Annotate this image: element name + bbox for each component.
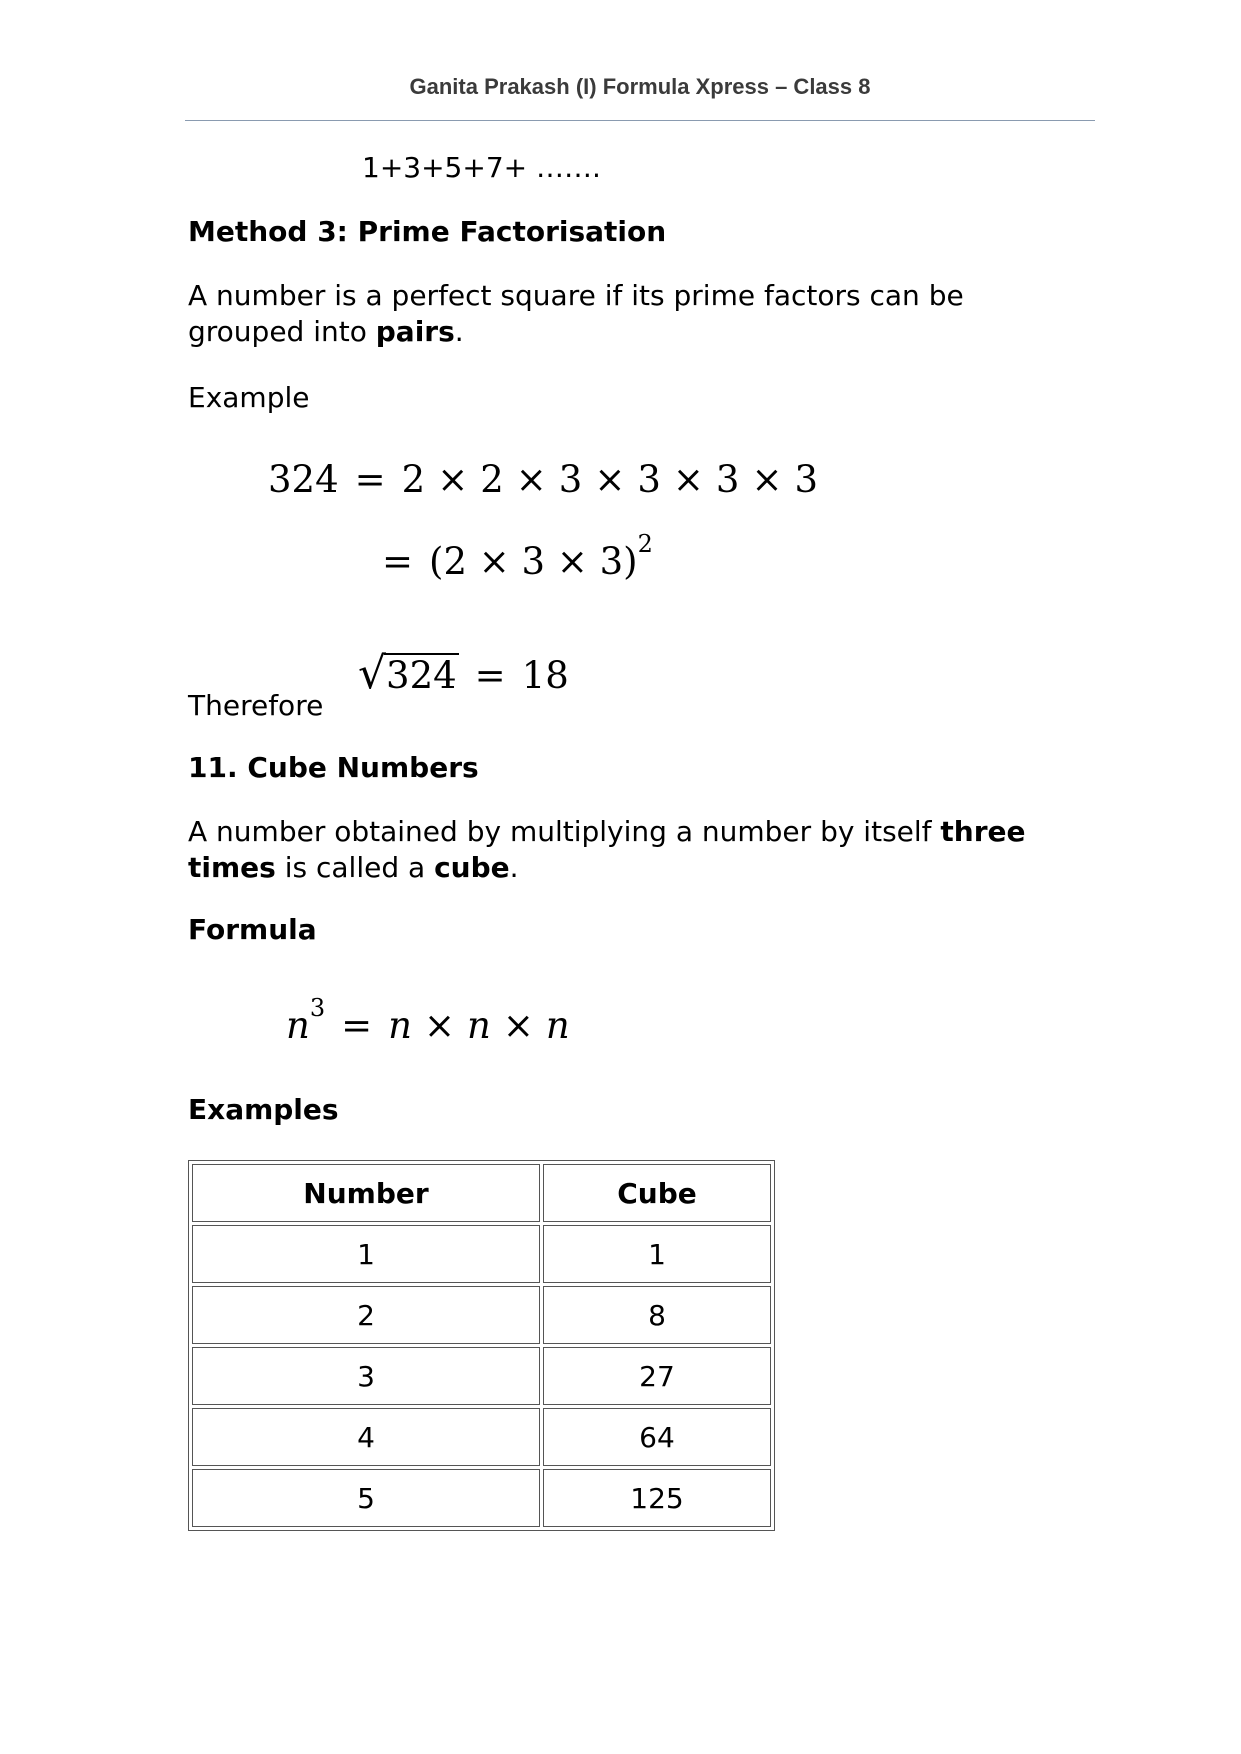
cell-number: 3 <box>192 1347 540 1405</box>
cell-number: 1 <box>192 1225 540 1283</box>
cube-desc-text: A number obtained by multiplying a number by itself <box>188 815 941 848</box>
times-sign: × <box>672 458 704 501</box>
cube-desc-end: . <box>509 851 519 884</box>
method3-heading: Method 3: Prime Factorisation <box>188 215 667 248</box>
example-label: Example <box>188 381 310 414</box>
cell-cube: 64 <box>543 1408 771 1466</box>
odd-number-series: 1+3+5+7+ ……. <box>362 151 601 184</box>
equals-sign: = <box>354 458 386 501</box>
times-sign: × <box>437 458 469 501</box>
therefore-label: Therefore <box>188 689 324 722</box>
equals-sign: = <box>382 540 414 583</box>
times-sign: × <box>423 1004 455 1047</box>
cell-number: 4 <box>192 1408 540 1466</box>
examples-heading: Examples <box>188 1093 339 1126</box>
times-sign: × <box>751 458 783 501</box>
method3-description <box>188 278 1068 350</box>
times-sign: × <box>594 458 626 501</box>
table-row <box>192 1286 771 1344</box>
eq-factor: 3 <box>637 458 661 501</box>
cell-cube: 125 <box>543 1469 771 1527</box>
formula-var: n <box>545 1004 570 1047</box>
eq-factor: 3 <box>558 458 583 501</box>
header-divider <box>185 120 1095 121</box>
eq-factor: 2 <box>401 458 426 501</box>
method3-desc-text: A number is a perfect square if its prime factors can be grouped into <box>188 279 964 348</box>
running-header: Ganita Prakash (I) Formula Xpress – Class 8 <box>409 74 871 99</box>
table-row <box>192 1347 771 1405</box>
cube-desc-bold-three-times: three times <box>188 815 1026 884</box>
formula-var: n <box>467 1004 491 1047</box>
cell-cube: 27 <box>543 1347 771 1405</box>
method3-desc-bold: pairs <box>375 315 455 348</box>
eq-factor: 3 <box>715 458 740 501</box>
sqrt-radicand: 324 <box>386 654 457 698</box>
formula-exponent: 3 <box>309 994 326 1022</box>
equals-sign: = <box>474 654 506 697</box>
eq-factor: 3 <box>794 458 818 501</box>
equals-sign: = <box>341 1004 373 1047</box>
square-root <box>358 648 459 699</box>
eq-factor: 2 <box>480 458 504 501</box>
column-header-cube: Cube <box>543 1164 771 1222</box>
table-row <box>192 1408 771 1466</box>
formula-base: n <box>286 1004 310 1047</box>
square-root-result <box>358 648 569 699</box>
cube-formula <box>286 994 570 1047</box>
eq-exponent: 2 <box>637 530 653 558</box>
factorisation-equation-line1 <box>268 458 818 501</box>
cube-desc-bold-cube: cube <box>434 851 510 884</box>
eq-grouped-product: (2 × 3 × 3) <box>429 540 638 583</box>
radical-sign-icon: √ <box>358 648 387 699</box>
table-row <box>192 1469 771 1527</box>
sqrt-value: 18 <box>521 654 569 697</box>
cube-description <box>188 814 1088 886</box>
table-row <box>192 1225 771 1283</box>
cell-cube: 1 <box>543 1225 771 1283</box>
cell-number: 2 <box>192 1286 540 1344</box>
eq-lhs: 324 <box>268 458 339 501</box>
column-header-number: Number <box>192 1164 540 1222</box>
times-sign: × <box>515 458 547 501</box>
times-sign: × <box>502 1004 534 1047</box>
cell-number: 5 <box>192 1469 540 1527</box>
factorisation-equation-line2 <box>382 530 653 583</box>
formula-heading: Formula <box>188 913 317 946</box>
cube-numbers-heading: 11. Cube Numbers <box>188 751 479 784</box>
cube-desc-text-2: is called a <box>275 851 435 884</box>
cell-cube: 8 <box>543 1286 771 1344</box>
table-header-row <box>192 1164 771 1222</box>
cube-examples-table <box>188 1160 775 1531</box>
method3-desc-end: . <box>454 315 464 348</box>
formula-var: n <box>388 1004 412 1047</box>
